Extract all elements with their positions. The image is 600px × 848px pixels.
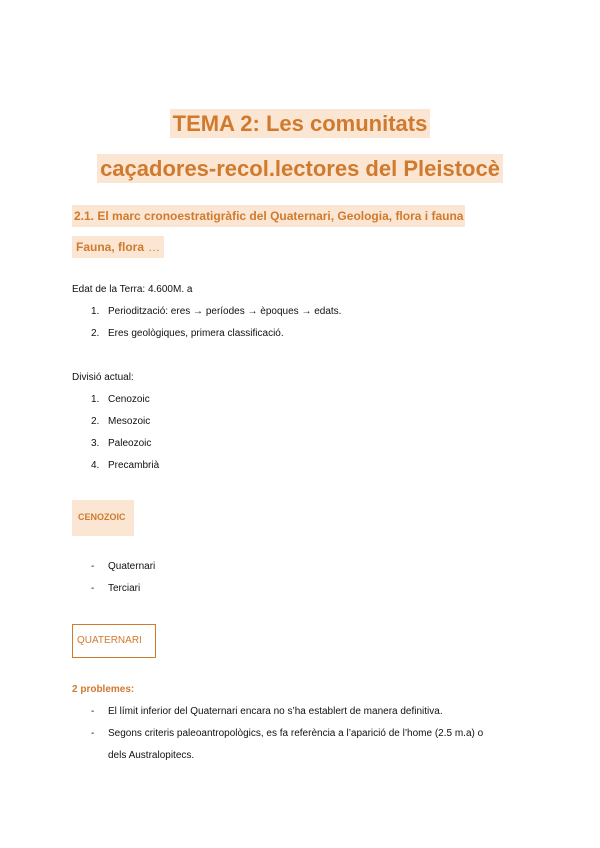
page-title-line-2 — [0, 156, 600, 182]
quaternari-label-box — [72, 624, 156, 658]
problemes-item-1-dash: - — [91, 706, 95, 717]
divisio-item-3-number: 3. — [91, 438, 100, 449]
section-subheading-ellipsis: … — [148, 240, 161, 254]
cenozoic-label-box — [72, 500, 134, 536]
title-line-2-text: caçadores-recol.lectores del Pleistocè — [97, 154, 503, 183]
section-heading-text: 2.1. El marc cronoestratigràfic del Quaternari, Geologia, flora i fauna — [72, 205, 465, 227]
divisio-item-1-number: 1. — [91, 394, 100, 405]
cenozoic-item-2-dash: - — [91, 583, 95, 594]
divisio-item-2-text: Mesozoic — [108, 416, 151, 427]
divisio-item-2-number: 2. — [91, 416, 100, 427]
problemes-heading: 2 problemes: — [72, 684, 135, 695]
problemes-item-2-dash: - — [91, 728, 95, 739]
divisio-item-4-text: Precambrià — [108, 460, 160, 471]
edat-item-1-text: Periodització: eres → períodes → èpoques → edats. — [108, 306, 342, 317]
cenozoic-item-1-dash: - — [91, 561, 95, 572]
cenozoic-item-2-text: Terciari — [108, 583, 141, 594]
divisio-item-4-number: 4. — [91, 460, 100, 471]
cenozoic-item-1-text: Quaternari — [108, 561, 156, 572]
title-line-1-text: TEMA 2: Les comunitats — [170, 109, 431, 138]
problemes-item-2-text: Segons criteris paleoantropològics, es fa referència a l’aparició de l’home (2.5 m.a) o — [108, 728, 484, 739]
page-title-line-1 — [0, 111, 600, 137]
section-subheading-highlight — [72, 236, 164, 258]
section-subheading — [72, 240, 164, 254]
edat-item-1-number: 1. — [91, 306, 100, 317]
quaternari-label: QUATERNARI — [77, 635, 142, 646]
edat-item-2-number: 2. — [91, 328, 100, 339]
divisio-item-1-text: Cenozoic — [108, 394, 150, 405]
edat-intro: Edat de la Terra: 4.600M. a — [72, 284, 193, 295]
section-heading — [72, 209, 465, 223]
section-subheading-text: Fauna, flora — [76, 240, 145, 254]
edat-item-2-text: Eres geològiques, primera classificació. — [108, 328, 284, 339]
cenozoic-label: CENOZOIC — [78, 512, 126, 522]
problemes-item-2-continuation: dels Australopitecs. — [108, 750, 195, 761]
problemes-item-1-text: El límit inferior del Quaternari encara no s’ha establert de manera definitiva. — [108, 706, 443, 717]
divisio-item-3-text: Paleozoic — [108, 438, 152, 449]
divisio-intro: Divisió actual: — [72, 372, 134, 383]
